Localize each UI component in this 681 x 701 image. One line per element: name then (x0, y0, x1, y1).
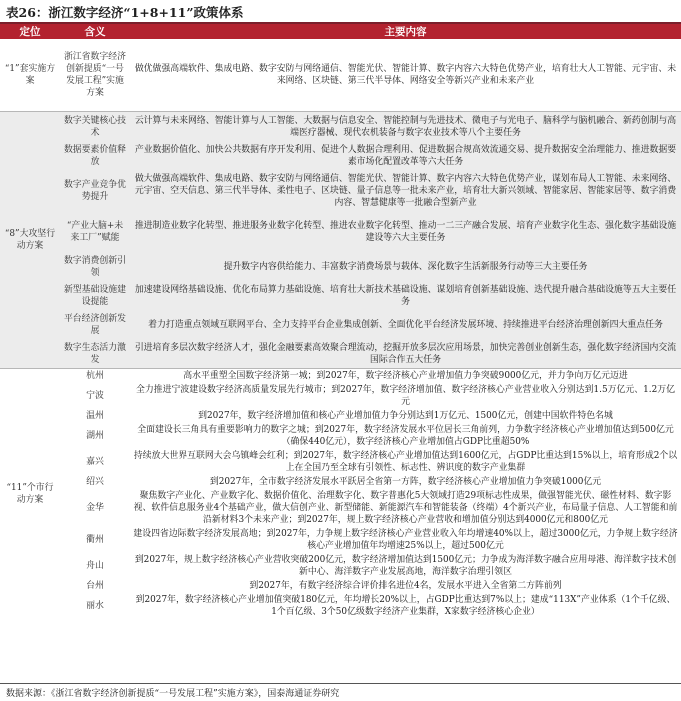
row-name: 嘉兴 (60, 449, 130, 475)
data-source-note: 数据来源：《浙江省数字经济创新提质“一号发展工程”实施方案》，国泰海通证券研究 (6, 689, 340, 699)
row-name: 杭州 (60, 369, 130, 384)
table-row (0, 339, 681, 369)
group-position: “8”大攻坚行动方案 (0, 112, 60, 369)
row-name: 舟山 (60, 553, 130, 579)
table-row (0, 593, 681, 619)
row-content: 高水平重塑全国数字经济第一城；到2027年，数字经济核心产业增加值力争突破9000亿元，并力争向万亿元迈进 (130, 369, 681, 384)
row-name: 绍兴 (60, 475, 130, 489)
table-row (0, 553, 681, 579)
group-position: “1”套实施方案 (0, 39, 60, 112)
row-content: 做优做强高端软件、集成电路、数字安防与网络通信、智能光伏、智能计算、数字内容六大特色优势产业，培育壮大人工智能、元宇宙、未来网络、区块链、第三代半导体、网络安全等新兴产业和未来产业 (130, 39, 681, 112)
row-content: 云计算与未来网络、智能计算与人工智能、大数据与信息安全、智能控制与先进技术、微电子与光电子、脑科学与脑机融合、新药创制与高端医疗器械、现代农机装备与数字农业技术等八个主要任务 (130, 112, 681, 142)
row-content: 聚焦数字产业化、产业数字化、数据价值化、治理数字化、数字普惠化5大领域打造29项标志性成果，做强智能光伏、磁性材料、数字影视、软件信息服务业4个基础产业，做大信创产业、新型储能、新能源汽车和智能装备（终端）4个新兴产业，布局量子信息、人工智能和前沿新材料3个未来产业；到2027年，规上数字经济核心产业营收和增加值分别达到4000亿元和800亿元 (130, 489, 681, 527)
row-content: 加速建设网络基础设施、优化布局算力基础设施、培育壮大新技术基础设施、谋划培育创新基础设施、迭代提升融合基础设施等五大主要任务 (130, 281, 681, 310)
table-row (0, 527, 681, 553)
table-row (0, 409, 681, 423)
row-name: 新型基础设施建设提能 (60, 281, 130, 310)
table-row (0, 252, 681, 281)
row-name: 数字产业竞争优势提升 (60, 170, 130, 211)
row-name: 温州 (60, 409, 130, 423)
table-row (0, 449, 681, 475)
table-row (0, 369, 681, 384)
row-name: 台州 (60, 579, 130, 593)
header-position: 定位 (0, 24, 60, 39)
row-content: 持续放大世界互联网大会乌镇峰会红利；到2027年，数字经济核心产业增加值达到1600亿元，占GDP比重达到15%以上，培育形成2个以上在全国乃至全球有引领性、标志性、辨识度的数字产业集群 (130, 449, 681, 475)
row-name: 数字生态活力激发 (60, 339, 130, 369)
row-content: 到2027年，数字经济核心产业增加值突破180亿元，年均增长20%以上，占GDP比重达到7%以上；建成“113X”产业体系（1个千亿级、1个百亿级、3个50亿级数字经济产业集群，X家数字经济核心企业） (130, 593, 681, 619)
row-name: 数字关键核心技术 (60, 112, 130, 142)
policy-table (0, 24, 681, 619)
row-content: 建设四省边际数字经济发展高地；到2027年，力争规上数字经济核心产业营业收入年均增速40%以上，超过3000亿元，力争规上数字经济核心产业增加值年均增速25%以上，超过500亿元 (130, 527, 681, 553)
row-name: 数字消费创新引领 (60, 252, 130, 281)
table-row (0, 170, 681, 211)
group-position: “11”个市行动方案 (0, 369, 60, 620)
row-content: 推进制造业数字化转型、推进服务业数字化转型、推进农业数字化转型、推动一二三产融合发展、培育产业数字化生态、强化数字基础设施建设等六大主要任务 (130, 211, 681, 252)
row-content: 提升数字内容供给能力、丰富数字消费场景与载体、深化数字生活新服务行动等三大主要任务 (130, 252, 681, 281)
row-name: “产业大脑+未来工厂”赋能 (60, 211, 130, 252)
table-row (0, 310, 681, 339)
table-row (0, 39, 681, 112)
table-row (0, 489, 681, 527)
row-name: 宁波 (60, 383, 130, 409)
row-content: 产业数据价值化、加快公共数据有序开发利用、促进个人数据合理利用、促进数据合规高效流通交易、提升数据安全治理能力、推进数据要素市场化配置改革等六大任务 (130, 141, 681, 170)
table-row (0, 281, 681, 310)
row-content: 到2027年，全市数字经济发展水平跃居全省第一方阵，数字经济核心产业增加值力争突破1000亿元 (130, 475, 681, 489)
row-content: 全面建设长三角具有重要影响力的数字之城；到2027年，数字经济发展水平位居长三角前列，力争数字经济核心产业增加值达到500亿元（确保440亿元），数字经济核心产业增加值占GDP比重超50% (130, 423, 681, 449)
table-header (0, 24, 681, 39)
table-row (0, 112, 681, 142)
row-content: 到2027年，有数字经济综合评价排名进位4名，发展水平进入全省第二方阵前列 (130, 579, 681, 593)
row-name: 平台经济创新发展 (60, 310, 130, 339)
row-name: 金华 (60, 489, 130, 527)
row-content: 全力推进宁波建设数字经济高质量发展先行城市；到2027年，数字经济增加值、数字经济核心产业营业收入分别达到1.5万亿元、1.2万亿元 (130, 383, 681, 409)
row-content: 到2027年，规上数字经济核心产业营收突破200亿元，数字经济增加值达到1500亿元；力争成为海洋数字融合应用母港、海洋数字技术创新中心、海洋数字产业发展高地，海洋数字治理引领区 (130, 553, 681, 579)
table-row (0, 141, 681, 170)
table-title: 表26：浙江数字经济“1+8+11”政策体系 (6, 5, 244, 20)
row-content: 到2027年，数字经济增加值和核心产业增加值力争分别达到1万亿元、1500亿元，创建中国软件特色名城 (130, 409, 681, 423)
table-row (0, 579, 681, 593)
table-row (0, 475, 681, 489)
row-name: 数据要素价值释放 (60, 141, 130, 170)
row-name: 浙江省数字经济创新提质“一号发展工程”实施方案 (60, 39, 130, 112)
row-name: 丽水 (60, 593, 130, 619)
table-row (0, 423, 681, 449)
table-row (0, 383, 681, 409)
table-row (0, 211, 681, 252)
row-name: 湖州 (60, 423, 130, 449)
row-content: 引进培育多层次数字经济人才，强化金融要素高效聚合理流动，挖掘开放多层次应用场景，加快完善创业创新生态，强化数字经济国内交流国际合作五大任务 (130, 339, 681, 369)
row-content: 着力打造重点领域互联网平台、全力支持平台企业集成创新、全面优化平台经济发展环境、持续推进平台经济治理创新四大重点任务 (130, 310, 681, 339)
row-name: 衢州 (60, 527, 130, 553)
row-content: 做大做强高端软件、集成电路、数字安防与网络通信、智能光伏、智能计算、数字内容六大特色优势产业，谋划布局人工智能、未来网络、元宇宙、空天信息、第三代半导体、柔性电子、区块链、量子信息等一批未来产业，培育壮大新兴领域、智能家居、智能家居等、数字消费内容、智慧健康等一批融合型新产业 (130, 170, 681, 211)
table-bottom-rule (0, 683, 681, 684)
header-content: 主要内容 (130, 24, 681, 39)
header-meaning: 含义 (60, 24, 130, 39)
